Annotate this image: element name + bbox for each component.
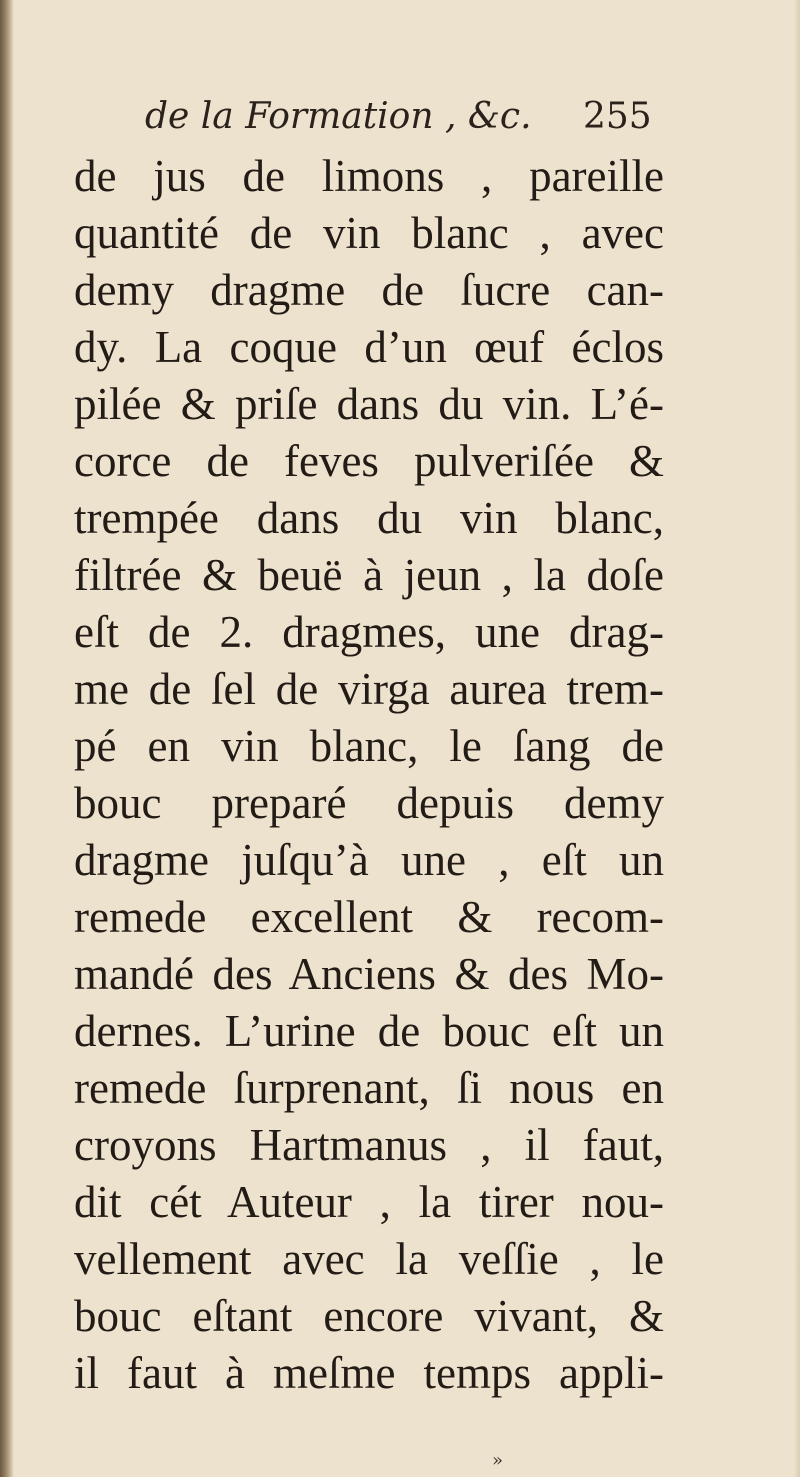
page-right-edge: [794, 0, 800, 1477]
text-line: pilée & priſe dans du vin. L’é-: [74, 379, 664, 429]
text-line: dragme juſqu’à une , eſt un: [74, 835, 664, 885]
text-line: de jus de limons , pareille: [74, 151, 664, 201]
running-head: [0, 96, 800, 156]
text-line: il faut à meſme temps appli-: [74, 1348, 664, 1398]
running-head-title: de la Formation , &c.: [145, 96, 532, 137]
text-line: dy. La coque d’un œuf éclos: [74, 322, 664, 372]
text-line: remede ſurprenant, ſi nous en: [74, 1063, 664, 1113]
text-line: croyons Hartmanus , il faut,: [74, 1120, 664, 1170]
text-line: eſt de 2. dragmes, une drag-: [74, 607, 664, 657]
body-text: [74, 148, 664, 1402]
text-line: bouc eſtant encore vivant, &: [74, 1291, 664, 1341]
text-line: me de ſel de virga aurea trem-: [74, 664, 664, 714]
text-line: dit cét Auteur , la tirer nou-: [74, 1177, 664, 1227]
text-line: mandé des Anciens & des Mo-: [74, 949, 664, 999]
text-line: corce de feves pulveriſée &: [74, 436, 664, 486]
text-line: demy dragme de ſucre can-: [74, 265, 664, 315]
page-number: 255: [583, 96, 652, 137]
text-line: dernes. L’urine de bouc eſt un: [74, 1006, 664, 1056]
text-line: vellement avec la veſſie , le: [74, 1234, 664, 1284]
text-line: pé en vin blanc, le ſang de: [74, 721, 664, 771]
text-line: remede excellent & recom-: [74, 892, 664, 942]
text-line: filtrée & beuë à jeun , la doſe: [74, 550, 664, 600]
footer-mark: »: [492, 1450, 504, 1471]
text-line: quantité de vin blanc , avec: [74, 208, 664, 258]
text-line: bouc preparé depuis demy: [74, 778, 664, 828]
page-binding-edge: [0, 0, 14, 1477]
text-line: trempée dans du vin blanc,: [74, 493, 664, 543]
